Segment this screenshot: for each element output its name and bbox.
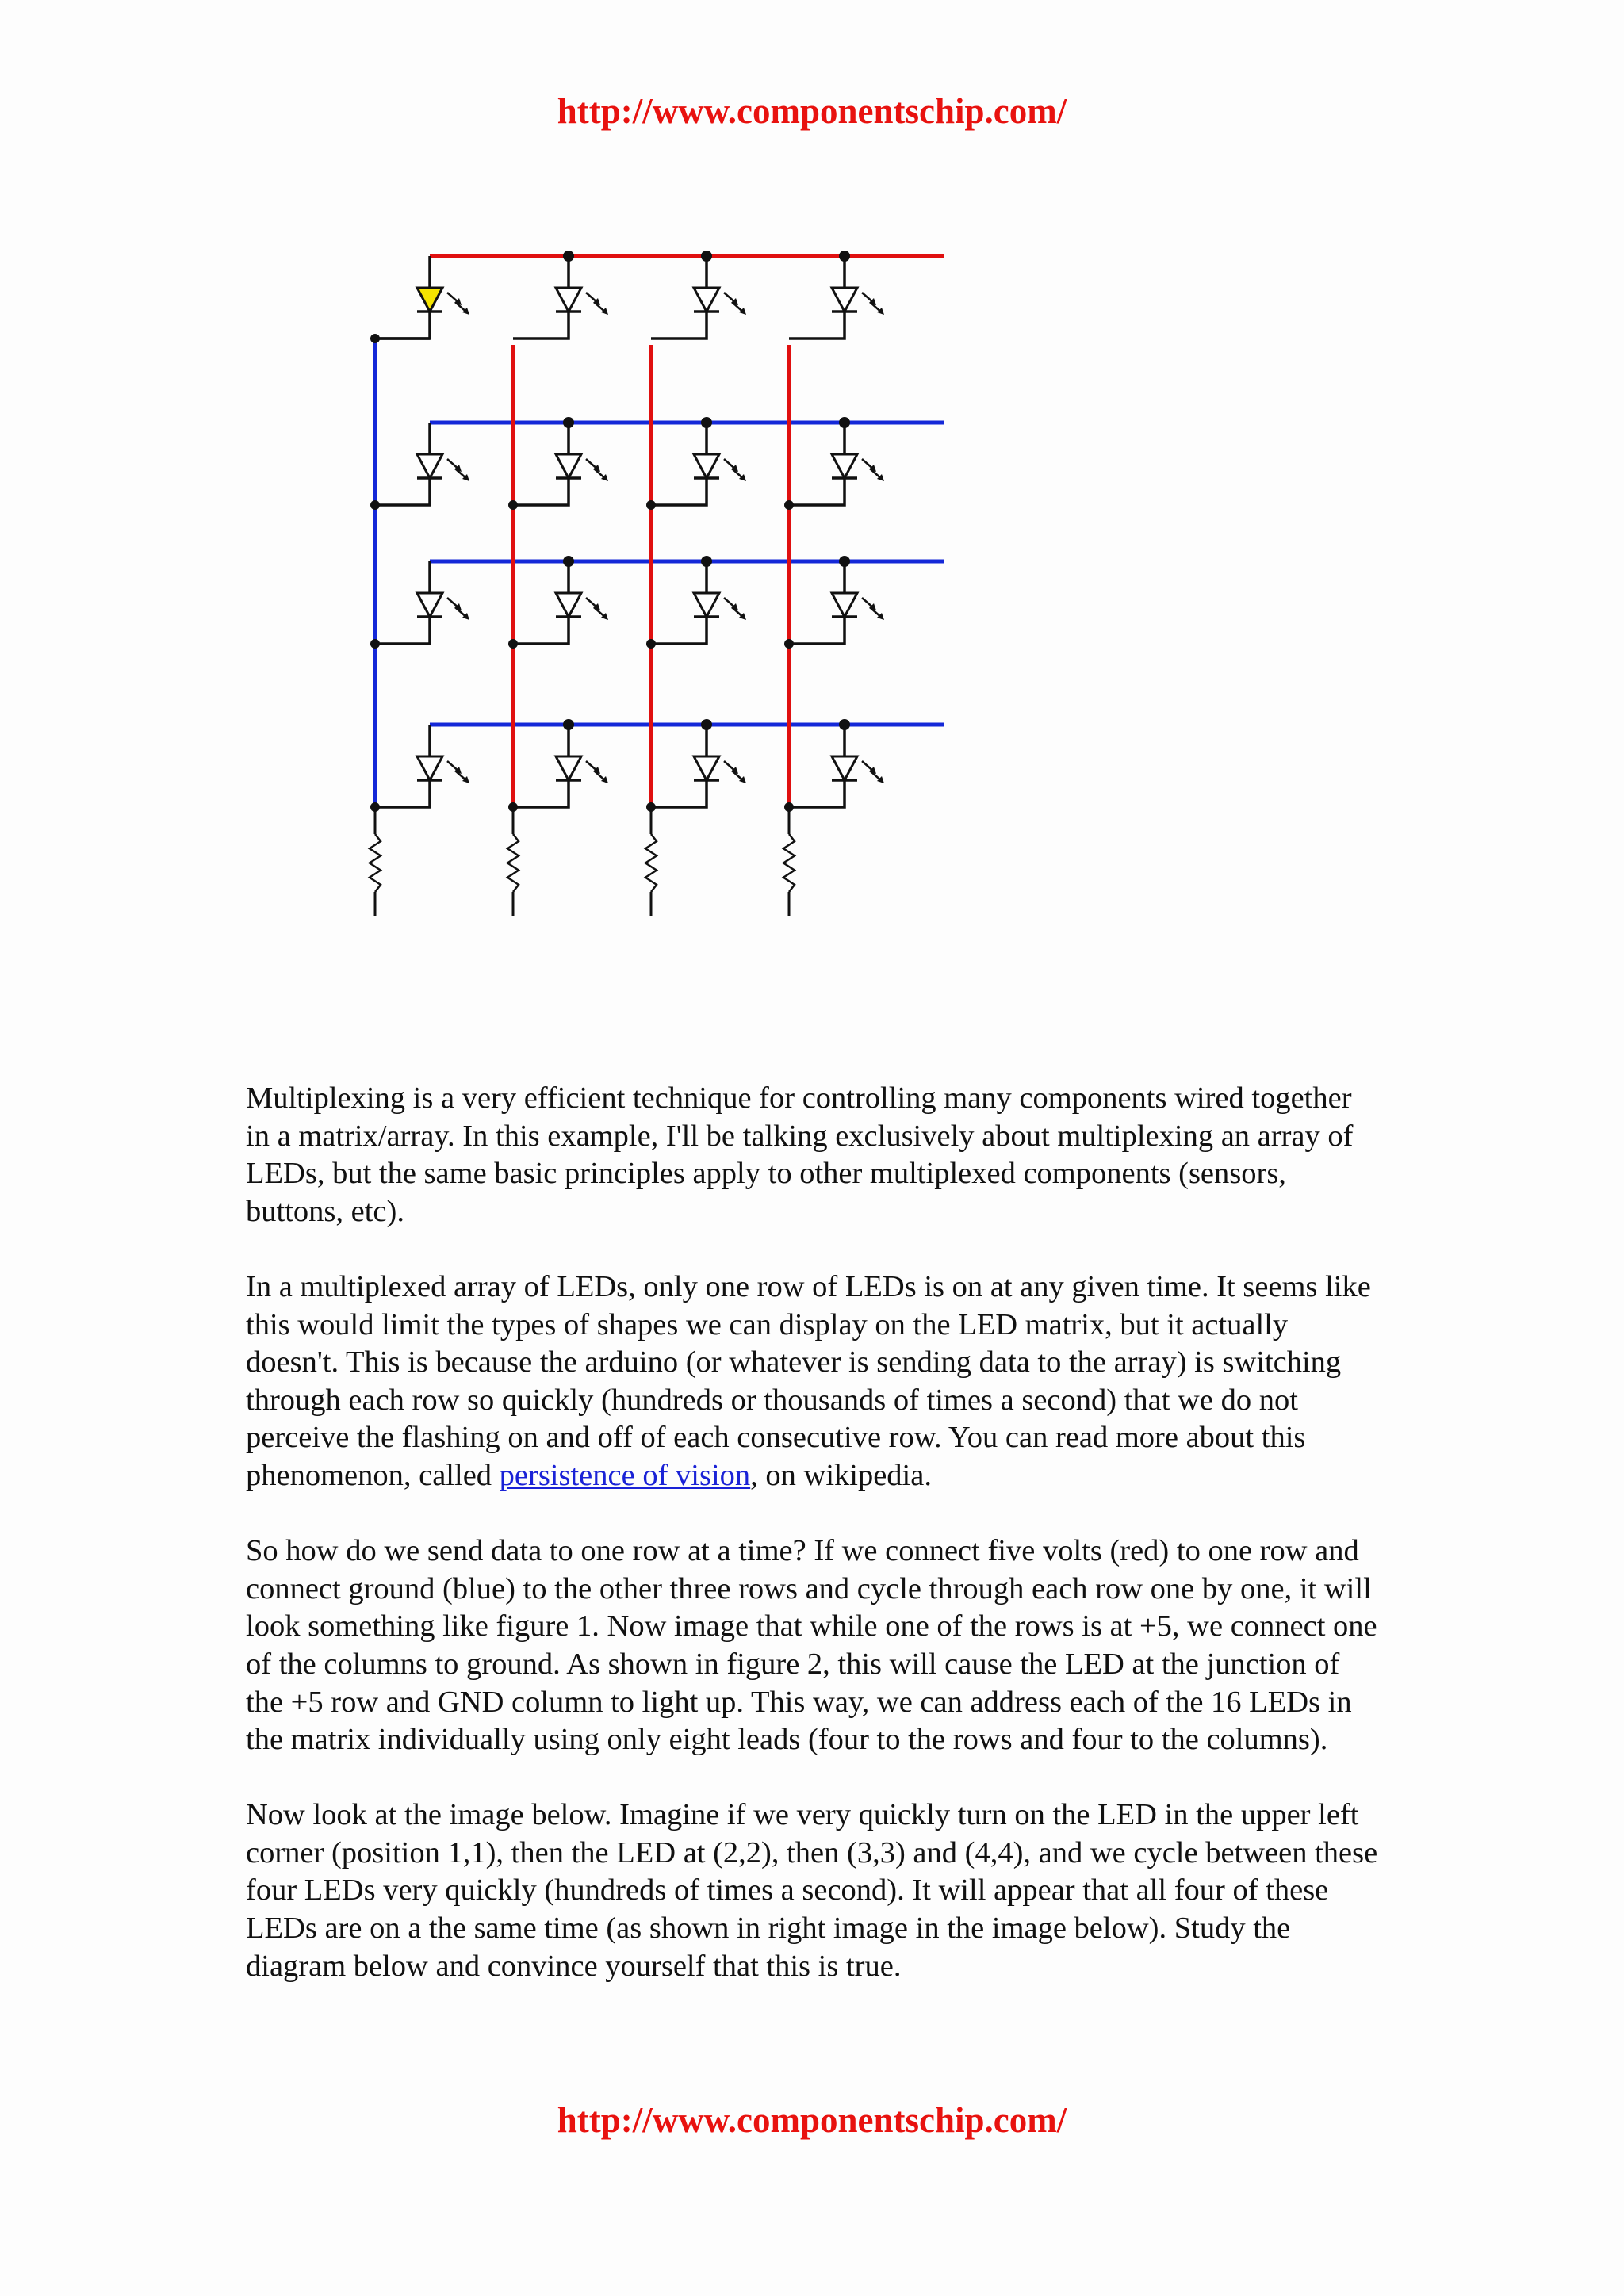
paragraph-2-text: In a multiplexed array of LEDs, only one row of LEDs is on at any given time. It seems like this would limit the types of shapes we can display on the LED matrix, but it actually doesn't. This is because the arduino (or whatever is sending data to the array) is switching through each row so quickly (hundreds or thousands of times a second) that we do not perceive the flashing on and off of each consecutive row. You can read more about this phenomenon, called — [246, 1269, 1371, 1492]
paragraph-2-tail: , on wikipedia. — [750, 1458, 932, 1492]
led-r2-c1 — [370, 423, 469, 510]
resistor-2 — [508, 834, 519, 892]
led-r4-c1 — [370, 725, 469, 812]
led-r1-c3 — [651, 251, 746, 339]
led-r3-c2 — [508, 556, 608, 649]
resistor-3 — [645, 834, 657, 892]
led-r4-c2 — [508, 719, 608, 812]
paragraph-1: Multiplexing is a very efficient technique for controlling many components wired together in a matrix/array. In this example, I'll be talking exclusively about multiplexing an array of LEDs, but the same basic principles apply to other multiplexed components (sensors, buttons, etc). — [246, 1081, 1354, 1228]
led-r2-c2 — [508, 417, 608, 510]
led-r2-c4 — [784, 417, 884, 510]
paragraph-2 — [246, 1269, 1380, 1495]
resistor-1 — [370, 834, 381, 892]
footer-url-link[interactable]: http://www.componentschip.com/ — [557, 2100, 1067, 2140]
paragraph-3: So how do we send data to one row at a time? If we connect five volts (red) to one row and connect ground (blue) to the other three rows and cycle through each row one by one, it will look something like figure 1. Now image that while one of the rows is at +5, we connect one of the columns to ground. As shown in figure 2, this will cause the LED at the junction of the +5 row and GND column to light up. This way, we can address each of the 16 LEDs in the matrix individually using only eight leads (four to the rows and four to the columns). — [246, 1534, 1377, 1757]
led-r3-c1 — [370, 561, 469, 649]
led-r3-c4 — [784, 556, 884, 649]
led-r4-c4 — [784, 719, 884, 812]
persistence-of-vision-link[interactable]: persistence of vision — [499, 1458, 751, 1492]
led-r1-c1 — [370, 256, 469, 343]
led-r4-c3 — [646, 719, 746, 812]
led-matrix-diagram — [0, 0, 1624, 999]
article-body — [246, 1080, 1380, 2023]
led-r3-c3 — [646, 556, 746, 649]
header-url-link[interactable]: http://www.componentschip.com/ — [557, 91, 1067, 131]
paragraph-4: Now look at the image below. Imagine if we very quickly turn on the LED in the upper left corner (position 1,1), then the LED at (2,2), then (3,3) and (4,4), and we cycle between these four LEDs very quickly (hundreds of times a second). It will appear that all four of these LEDs are on a the same time (as shown in right image in the image below). Study the diagram below and convince yourself that this is true. — [246, 1798, 1378, 1983]
resistor-4 — [783, 834, 795, 892]
led-r1-c4 — [789, 251, 884, 339]
led-r2-c3 — [646, 417, 746, 510]
led-r1-c2 — [513, 251, 608, 339]
